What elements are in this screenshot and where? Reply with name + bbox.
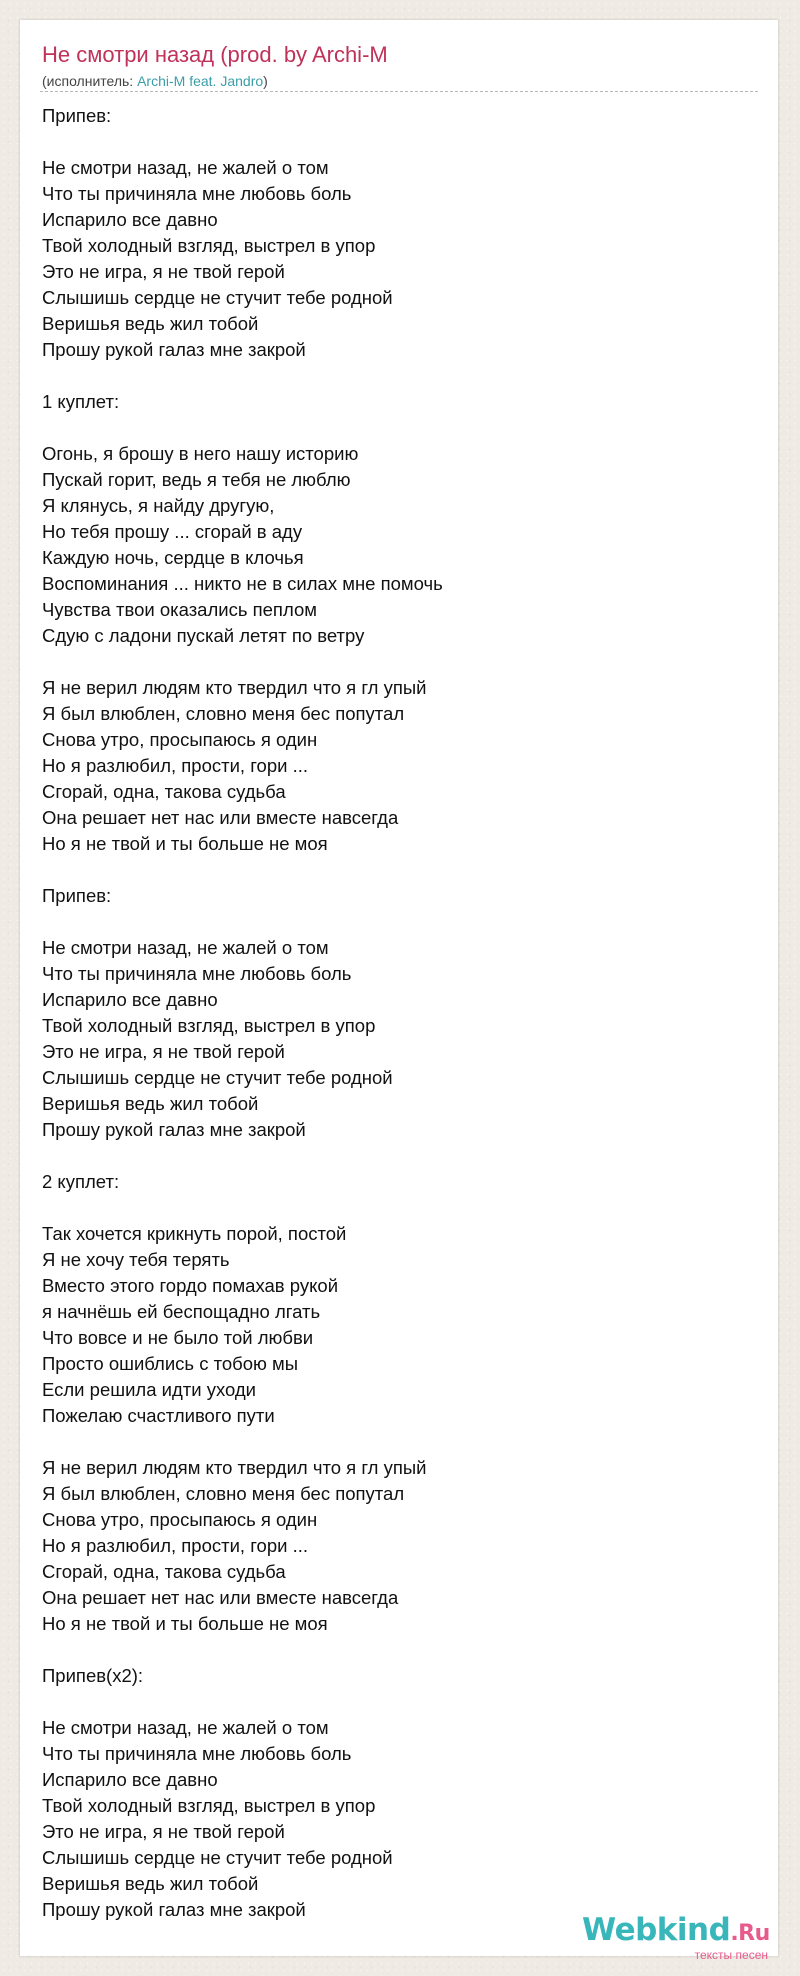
artist-suffix: ) <box>263 73 268 89</box>
lyric-line: Не смотри назад, не жалей о том <box>42 1717 329 1738</box>
lyric-blank-line <box>42 857 742 883</box>
lyric-line: 2 куплет: <box>42 1171 120 1192</box>
lyric-line: Сдую с ладони пускай летят по ветру <box>42 625 365 646</box>
lyric-line: Слышишь сердце не стучит тебе родной <box>42 287 393 308</box>
lyric-line: Слышишь сердце не стучит тебе родной <box>42 1067 393 1088</box>
lyric-line: Что ты причиняла мне любовь боль <box>42 183 352 204</box>
lyric-line: Что ты причиняла мне любовь боль <box>42 1743 352 1764</box>
artist-line <box>42 73 268 90</box>
lyric-line: Испарило все давно <box>42 1769 218 1790</box>
lyric-line: Снова утро, просыпаюсь я один <box>42 1509 318 1530</box>
lyric-line: Но тебя прошу ... сгорай в аду <box>42 521 303 542</box>
lyric-line: Я не верил людям кто твердил что я гл упый <box>42 677 427 698</box>
lyric-line: Пожелаю счастливого пути <box>42 1405 275 1426</box>
lyric-line: Твой холодный взгляд, выстрел в упор <box>42 1795 376 1816</box>
lyric-line: Чувства твои оказались пеплом <box>42 599 317 620</box>
lyric-line: Пускай горит, ведь я тебя не люблю <box>42 469 351 490</box>
logo-tld: .Ru <box>730 1921 770 1946</box>
lyric-line: Вместо этого гордо помахав рукой <box>42 1275 339 1296</box>
lyric-line: Что вовсе и не было той любви <box>42 1327 314 1348</box>
lyric-line: я начнёшь ей беспощадно лгать <box>42 1301 321 1322</box>
lyric-line: Но я не твой и ты больше не моя <box>42 1613 328 1634</box>
lyric-line: Сгорай, одна, такова судьба <box>42 781 286 802</box>
lyric-blank-line <box>42 129 742 155</box>
lyric-line: Это не игра, я не твой герой <box>42 261 285 282</box>
lyric-blank-line <box>42 1637 742 1663</box>
lyric-line: Снова утро, просыпаюсь я один <box>42 729 318 750</box>
lyric-line: Слышишь сердце не стучит тебе родной <box>42 1847 393 1868</box>
logo-main-text: Webkind <box>582 1912 731 1948</box>
lyric-line: Но я разлюбил, прости, гори ... <box>42 1535 309 1556</box>
lyric-line: Это не игра, я не твой герой <box>42 1821 285 1842</box>
lyric-line: Если решила идти уходи <box>42 1379 257 1400</box>
lyric-line: Но я не твой и ты больше не моя <box>42 833 328 854</box>
lyric-line: Я не верил людям кто твердил что я гл упый <box>42 1457 427 1478</box>
lyric-line: Воспоминания ... никто не в силах мне помочь <box>42 573 443 594</box>
lyric-line: 1 куплет: <box>42 391 120 412</box>
song-title: Не смотри назад (prod. by Archi-M <box>42 42 388 67</box>
lyric-line: Прошу рукой галаз мне закрой <box>42 1119 306 1140</box>
lyric-blank-line <box>42 415 742 441</box>
lyric-line: Веришья ведь жил тобой <box>42 313 259 334</box>
lyric-line: Это не игра, я не твой герой <box>42 1041 285 1062</box>
lyric-line: Припев: <box>42 885 112 906</box>
lyric-line: Твой холодный взгляд, выстрел в упор <box>42 235 376 256</box>
lyrics-card <box>20 20 778 1962</box>
lyric-line: Твой холодный взгляд, выстрел в упор <box>42 1015 376 1036</box>
lyric-blank-line <box>42 649 742 675</box>
site-logo[interactable] <box>582 1910 792 1966</box>
lyric-line: Припев: <box>42 105 112 126</box>
lyric-line: Я был влюблен, словно меня бес попутал <box>42 703 405 724</box>
lyric-line: Веришья ведь жил тобой <box>42 1093 259 1114</box>
artist-link[interactable]: Archi-M feat. Jandro <box>137 73 264 89</box>
lyric-line: Она решает нет нас или вместе навсегда <box>42 807 399 828</box>
lyric-line: Каждую ночь, сердце в клочья <box>42 547 304 568</box>
logo-subtitle: тексты песен <box>694 1948 768 1962</box>
lyric-line: Припев(x2): <box>42 1665 144 1686</box>
lyric-blank-line <box>42 1143 742 1169</box>
lyric-line: Испарило все давно <box>42 209 218 230</box>
artist-prefix: (исполнитель: <box>42 73 138 89</box>
header-divider <box>40 91 758 92</box>
lyric-blank-line <box>42 1429 742 1455</box>
lyric-line: Я был влюблен, словно меня бес попутал <box>42 1483 405 1504</box>
lyric-blank-line <box>42 363 742 389</box>
lyric-blank-line <box>42 1689 742 1715</box>
lyric-line: Просто ошиблись с тобою мы <box>42 1353 299 1374</box>
lyric-line: Я клянусь, я найду другую, <box>42 495 275 516</box>
lyric-line: Огонь, я брошу в него нашу историю <box>42 443 359 464</box>
lyric-line: Сгорай, одна, такова судьба <box>42 1561 286 1582</box>
lyric-blank-line <box>42 909 742 935</box>
lyric-line: Она решает нет нас или вместе навсегда <box>42 1587 399 1608</box>
lyric-line: Так хочется крикнуть порой, постой <box>42 1223 347 1244</box>
lyric-line: Прошу рукой галаз мне закрой <box>42 339 306 360</box>
lyric-line: Что ты причиняла мне любовь боль <box>42 963 352 984</box>
lyric-line: Не смотри назад, не жалей о том <box>42 157 329 178</box>
lyric-line: Но я разлюбил, прости, гори ... <box>42 755 309 776</box>
lyric-blank-line <box>42 1195 742 1221</box>
lyric-line: Испарило все давно <box>42 989 218 1010</box>
lyric-line: Я не хочу тебя терять <box>42 1249 230 1270</box>
lyric-line: Не смотри назад, не жалей о том <box>42 937 329 958</box>
lyric-line: Веришья ведь жил тобой <box>42 1873 259 1894</box>
lyric-line: Прошу рукой галаз мне закрой <box>42 1899 306 1920</box>
lyrics-body <box>42 103 742 1923</box>
